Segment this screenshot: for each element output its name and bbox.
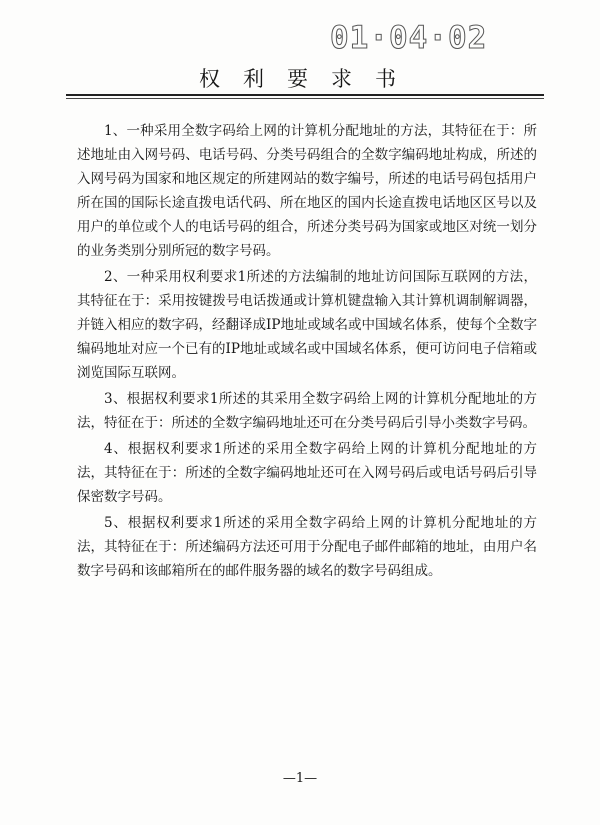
claim-1: 1、一种采用全数字码给上网的计算机分配地址的方法，其特征在于：所述地址由入网号码、电话号码、分类号码组合的全数字编码地址构成，所述的入网号码为国家和地区规定的所建网站的数字编号，所述的电话号码包括用户所在国的国际长途直拨电话代码、所在地区的国内长途直拨电话地区区号以及用户的单位或个人的电话号码的组合，所述分类号码为国家或地区对统一划分的业务类别分别所冠的数字号码。 bbox=[77, 123, 537, 259]
claim-5: 5、根据权利要求1所述的采用全数字码给上网的计算机分配地址的方法，其特征在于：所述编码方法还可用于分配电子邮件邮箱的地址，由用户名数字号码和该邮箱所在的邮件服务器的域名的数字号码组成。 bbox=[77, 515, 537, 579]
title-rule-thin bbox=[66, 98, 544, 99]
page-stamp: 01·04·02 bbox=[330, 20, 488, 56]
page-number: —1— bbox=[282, 771, 318, 786]
claims-body bbox=[77, 119, 537, 585]
page-title: 权利要求书 bbox=[199, 67, 419, 91]
claim-3: 3、根据权利要求1所述的其采用全数字码给上网的计算机分配地址的方法，特征在于：所述的全数字编码地址还可在分类号码后引导小类数字号码。 bbox=[77, 391, 537, 431]
title-rule-thick bbox=[66, 94, 544, 96]
claim-2: 2、一种采用权利要求1所述的方法编制的地址访问国际互联网的方法，其特征在于：采用按键拨号电话拨通或计算机键盘输入其计算机调制解调器，并链入相应的数字码，经翻译成IP地址或域名或中国域名体系，使每个全数字编码地址对应一个已有的IP地址或域名或中国域名体系，便可访问电子信箱或浏览国际互联网。 bbox=[77, 269, 537, 381]
claim-4: 4、根据权利要求1所述的采用全数字码给上网的计算机分配地址的方法，其特征在于：所述的全数字编码地址还可在入网号码后或电话号码后引导保密数字号码。 bbox=[77, 441, 537, 505]
